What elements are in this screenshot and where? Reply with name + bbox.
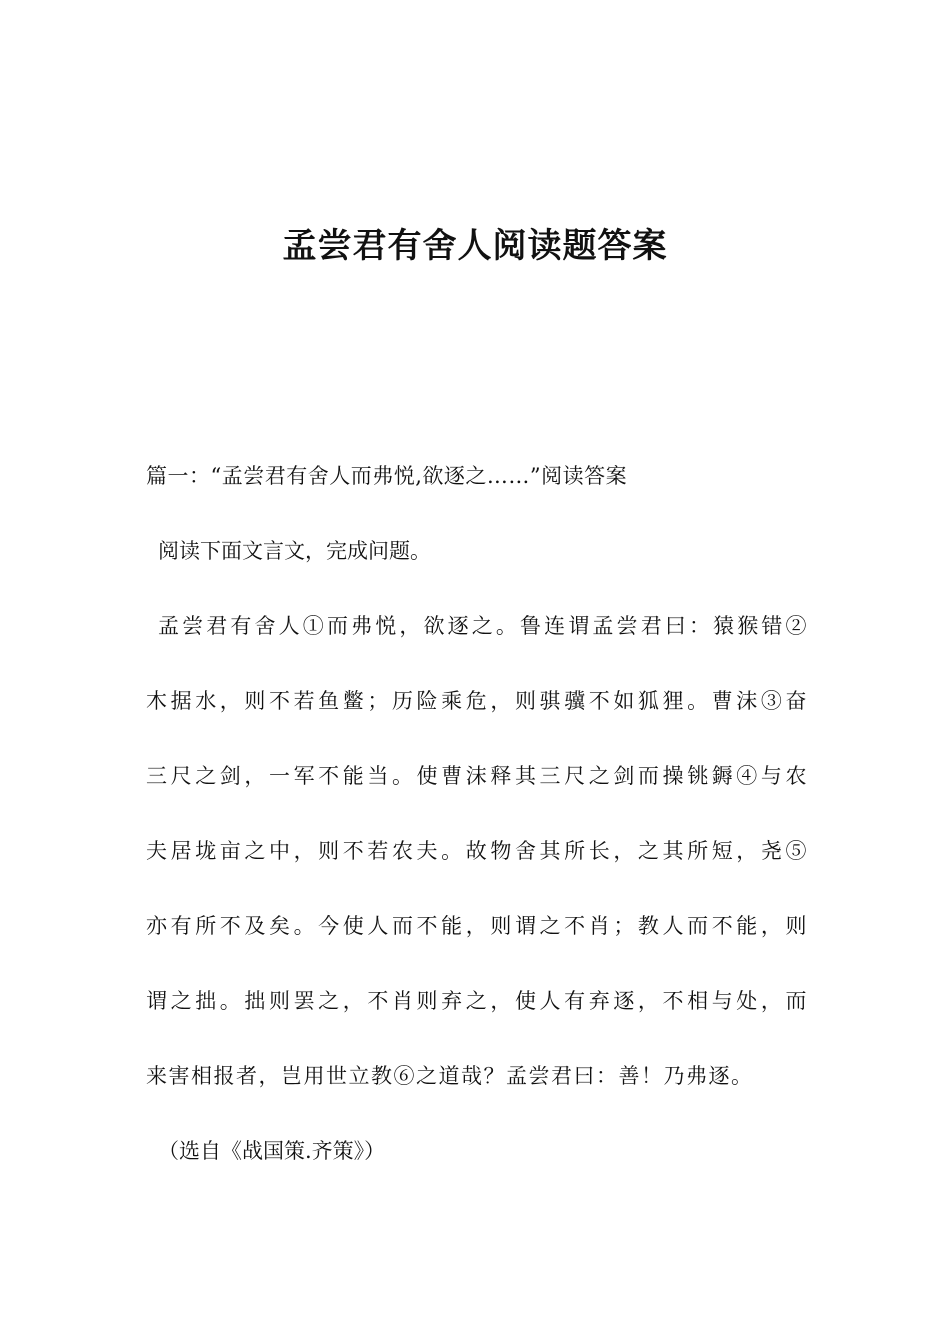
passage-line-1: 孟尝君有舍人①而弗悦，欲逐之。鲁连谓孟尝君曰：猿猴错② [158,614,808,638]
passage-line-4: 夫居垅亩之中，则不若农夫。故物舍其所长，之其所短，尧⑤ [146,839,808,863]
document-body [146,456,808,1206]
page-title: 孟尝君有舍人阅读题答案 [282,226,668,266]
passage-line-5: 亦有所不及矣。今使人而不能，则谓之不肖；教人而不能，则 [146,914,808,938]
passage-line-6: 谓之拙。拙则罢之，不肖则弃之，使人有弃逐，不相与处，而 [146,989,808,1013]
instruction-text: 阅读下面文言文，完成问题。 [158,539,431,563]
passage-line-2: 木据水，则不若鱼鳖；历险乘危，则骐骥不如狐狸。曹沫③奋 [146,689,808,713]
section-heading: 篇一：“孟尝君有舍人而弗悦,欲逐之……”阅读答案 [146,464,628,488]
passage-line-7: 来害相报者，岂用世立教⑥之道哉？孟尝君曰：善！乃弗逐。 [146,1064,754,1088]
passage-line-3: 三尺之剑，一军不能当。使曹沫释其三尺之剑而操铫鎒④与农 [146,764,808,788]
source-citation: （选自《战国策.齐策》） [158,1139,386,1163]
